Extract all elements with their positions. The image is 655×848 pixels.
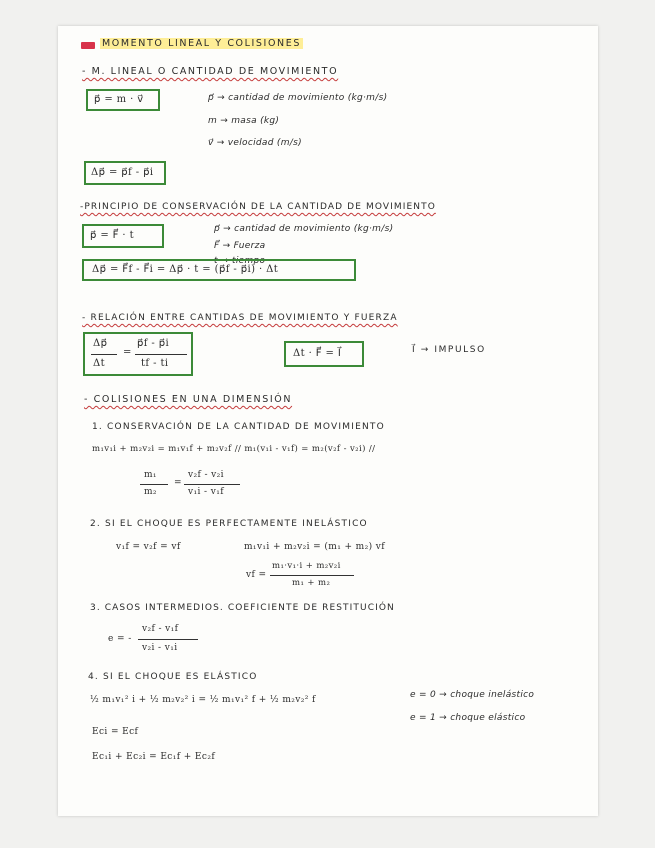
vf-num: m₁·v₁·i + m₂v₂i <box>272 561 341 571</box>
impulse-formula-box: p⃗ = F⃗ · t <box>82 224 164 248</box>
e-one-def: e = 1 → choque elástico <box>410 713 526 723</box>
page-title: MOMENTO LINEAL Y COLISIONES <box>102 38 301 49</box>
title-marker <box>81 42 95 49</box>
ratio-m1: m₁ <box>144 470 157 480</box>
def-velocity: v⃗ → velocidad (m/s) <box>208 138 302 148</box>
e-lhs: e = - <box>108 634 132 644</box>
ratio-m2: m₂ <box>144 487 157 497</box>
subsection-4: 4. SI EL CHOQUE ES ELÁSTICO <box>88 672 258 682</box>
conservation-eq: m₁v₁i + m₂v₂i = m₁v₁f + m₂v₂f // m₁(v₁i - v₁f) = m₂(v₂f - v₂i) // <box>92 444 376 454</box>
vf-lhs: vf = <box>246 570 267 580</box>
def-time: t → tiempo <box>214 256 266 266</box>
ratio-v1: v₁i - v₁f <box>188 487 224 497</box>
kinetic-energy-eq: ½ m₁v₁² i + ½ m₂v₂² i = ½ m₁v₁² f + ½ m₂v₂² f <box>90 695 316 705</box>
inelastic-eq-left: v₁f = v₂f = vf <box>116 542 181 552</box>
def-momentum-2: p⃗ → cantidad de movimiento (kg·m/s) <box>214 224 394 234</box>
section-4-heading: - COLISIONES EN UNA DIMENSIÓN <box>84 394 293 405</box>
subsection-3: 3. CASOS INTERMEDIOS. COEFICIENTE DE RESTITUCIÓN <box>90 603 395 613</box>
e-zero-def: e = 0 → choque inelástico <box>410 690 535 700</box>
e-den: v₂i - v₁i <box>142 643 178 653</box>
section-3-heading: - RELACIÓN ENTRE CANTIDAS DE MOVIMIENTO Y FUERZA <box>82 313 398 323</box>
def-force: F⃗ → Fuerza <box>214 241 266 251</box>
ec-eq-2: Ec₁i + Ec₂i = Ec₁f + Ec₂f <box>92 752 216 762</box>
section-2-heading: -PRINCIPIO DE CONSERVACIÓN DE LA CANTIDAD DE MOVIMIENTO <box>80 202 436 212</box>
e-num: v₂f - v₁f <box>142 624 179 634</box>
delta-momentum-box: Δp⃗ = p⃗f - p⃗i <box>84 161 166 185</box>
conservation-formula-box: Δp⃗ = F⃗f - F⃗i = Δp⃗ · t = (p⃗f - p⃗i) · Δt <box>82 259 356 281</box>
inelastic-eq-right: m₁v₁i + m₂v₂i = (m₁ + m₂) vf <box>244 542 385 552</box>
momentum-formula-box: p⃗ = m · v⃗ <box>86 89 160 111</box>
section-1-heading: - M. LINEAL O CANTIDAD DE MOVIMIENTO <box>82 66 339 77</box>
vf-den: m₁ + m₂ <box>292 578 331 588</box>
impulse-box: Δt · F⃗ = I⃗ <box>284 341 364 367</box>
impulse-def: I⃗ → IMPULSO <box>412 345 486 355</box>
subsection-2: 2. SI EL CHOQUE ES PERFECTAMENTE INELÁSTICO <box>90 519 368 529</box>
def-mass: m → masa (kg) <box>208 116 280 126</box>
ratio-v2: v₂f - v₂i <box>188 470 224 480</box>
def-momentum: p⃗ → cantidad de movimiento (kg·m/s) <box>208 93 388 103</box>
ec-eq-1: Eci = Ecf <box>92 727 139 737</box>
force-relation-box: Δp⃗ Δt = p⃗f - p⃗i tf - ti <box>83 332 193 376</box>
subsection-1: 1. CONSERVACIÓN DE LA CANTIDAD DE MOVIMIENTO <box>92 422 385 432</box>
